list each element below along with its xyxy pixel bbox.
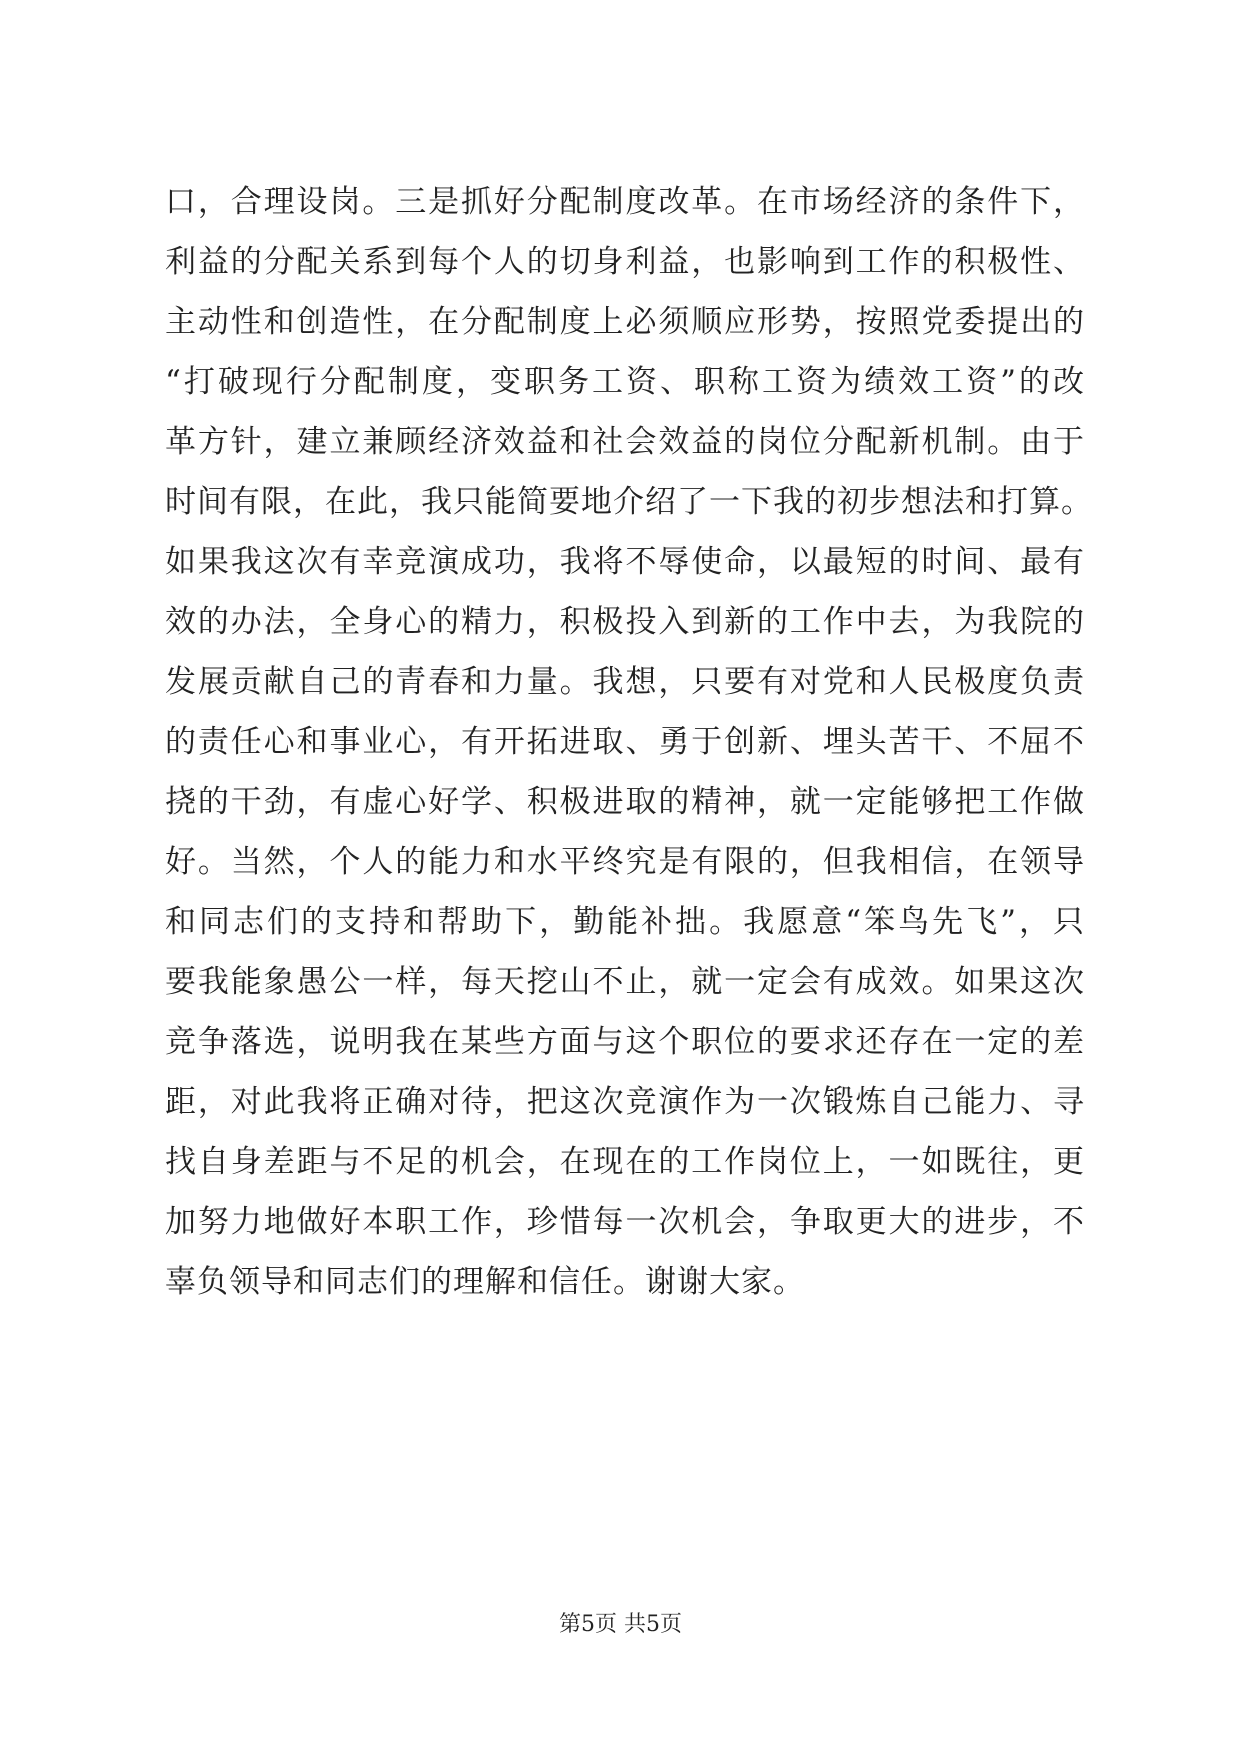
text-line: 要我能象愚公一样，每天挖山不止，就一定会有成效。如果这次 — [165, 964, 1085, 1000]
text-line: 时间有限，在此，我只能简要地介绍了一下我的初步想法和打算。 — [165, 484, 1093, 520]
text-line: 距，对此我将正确对待，把这次竞演作为一次锻炼自己能力、寻 — [165, 1084, 1085, 1120]
text-line: 找自身差距与不足的机会，在现在的工作岗位上，一如既往，更 — [165, 1144, 1085, 1180]
page-number-footer: 第5页 共5页 — [559, 1612, 682, 1637]
text-line: 主动性和创造性，在分配制度上必须顺应形势，按照党委提出的 — [165, 304, 1085, 340]
text-line: 的责任心和事业心，有开拓进取、勇于创新、埋头苦干、不屈不 — [165, 724, 1085, 760]
text-line-last: 辜负领导和同志们的理解和信任。谢谢大家。 — [165, 1264, 805, 1300]
text-line: 发展贡献自己的青春和力量。我想，只要有对党和人民极度负责 — [165, 664, 1085, 700]
text-line: 竞争落选，说明我在某些方面与这个职位的要求还存在一定的差 — [165, 1024, 1085, 1060]
text-line: 好。当然，个人的能力和水平终究是有限的，但我相信，在领导 — [165, 844, 1085, 880]
body-text — [165, 172, 1093, 1312]
text-line: 利益的分配关系到每个人的切身利益，也影响到工作的积极性、 — [165, 244, 1085, 280]
text-line: 效的办法，全身心的精力，积极投入到新的工作中去，为我院的 — [165, 604, 1085, 640]
text-line: 革方针，建立兼顾经济效益和社会效益的岗位分配新机制。由于 — [165, 424, 1085, 460]
text-line: 口，合理设岗。三是抓好分配制度改革。在市场经济的条件下， — [165, 184, 1085, 220]
text-line: 和同志们的支持和帮助下，勤能补拙。我愿意“笨鸟先飞”，只 — [165, 904, 1085, 940]
text-line: 挠的干劲，有虚心好学、积极进取的精神，就一定能够把工作做 — [165, 784, 1085, 820]
text-line: “打破现行分配制度，变职务工资、职称工资为绩效工资”的改 — [165, 364, 1085, 400]
text-line: 加努力地做好本职工作，珍惜每一次机会，争取更大的进步，不 — [165, 1204, 1085, 1240]
text-line: 如果我这次有幸竞演成功，我将不辱使命，以最短的时间、最有 — [165, 544, 1085, 580]
